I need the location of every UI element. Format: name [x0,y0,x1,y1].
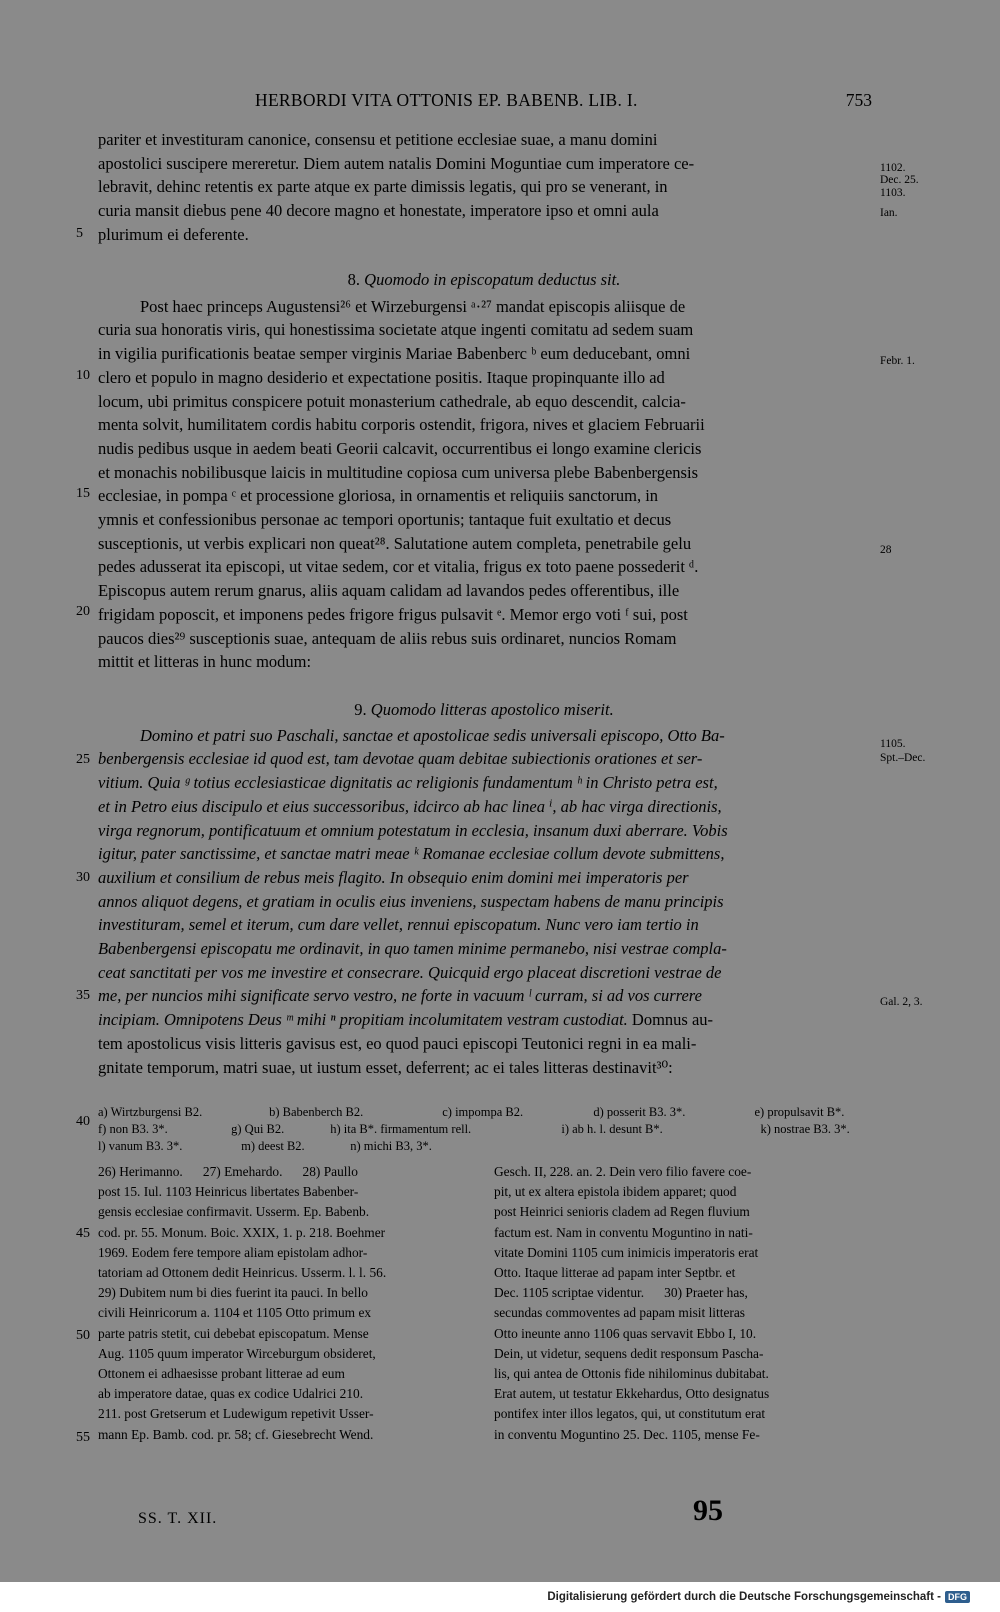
text-line: lebravit, dehinc retentis ex parte atque ex parte dimissis legatis, qui pro se venerant, in [98,177,668,197]
text-line: tem apostolicus visis litteris gavisus est, eo quod pauci episcopi Teutonici regni in ea mali- [98,1033,697,1053]
footnote-line: mann Ep. Bamb. cod. pr. 58; cf. Giesebrecht Wend. [98,1426,374,1442]
text-line: benbergensis ecclesiae id quod est, tam devotae quam debitae subiectionis orationes et ser- [98,749,703,769]
line-number: 30 [76,870,90,885]
variant-note: h) ita B*. firmamentum rell. [330,1122,472,1136]
margin-note-ref: 28 [880,544,892,556]
text-line: clero et populo in magno desiderio et expectatione positis. Itaque propinquante illo ad [98,367,665,387]
text-line: gnitate temporum, matri suae, ut iustum esset, deferrent; ac ei tales litteras destinavit³⁰: [98,1057,673,1077]
footnote-line: 26) Herimanno. 27) Emehardo. 28) Paullo [98,1164,358,1179]
credit-text: Digitalisierung gefördert durch die Deutsche Forschungsgemeinschaft - [547,1591,941,1603]
footnote-line: secundas commoventes ad papam misit litteras [494,1305,746,1321]
text-line: investituram, semel et iterum, cum dare vellet, rennui episcopatum. Nunc vero iam tertio in [98,915,699,935]
text-line: Post haec princeps Augustensi²⁶ et Wirzeburgensi ᵃ·²⁷ mandat episcopis aliisque de [140,296,686,316]
text-line: frigidam poposcit, et imponens pedes frigore frigus pulsavit ᵉ. Memor ergo voti ᶠ sui, post [98,604,688,624]
margin-date: 1105. [880,738,906,750]
footnote-line: tatoriam ad Ottonem dedit Heinricus. Usserm. l. l. 56. [98,1265,387,1281]
footnote-line: gensis ecclesiae confirmavit. Usserm. Ep. Babenb. [98,1204,370,1220]
letter-text [98,724,870,1008]
text-line: nudis pedibus usque in aedem beati Georii calcavit, occurrentibus ei longo examine clericis [98,438,702,458]
footnote-line: pit, ut ex altera epistola ibidem apparet; quod [494,1184,737,1200]
margin-date: Spt.–Dec. [880,752,926,764]
footnote-line: cod. pr. 55. Monum. Boic. XXIX, 1. p. 218. Boehmer [98,1224,386,1240]
text-line: igitur, pater sanctissime, et sanctae matri meae ᵏ Romanae ecclesiae collum devote submittens, [98,844,725,864]
section-heading [98,698,870,722]
sheet-number: 95 [693,1494,723,1527]
footnotes-right-column [494,1162,874,1445]
text-line: plurimum ei deferente. [98,224,249,244]
footnote-line: post Heinrici senioris cladem ad Regen fluvium [494,1204,750,1220]
footnote-line: Otto. Itaque litterae ad papam inter Septbr. et [494,1265,736,1281]
variant-note: d) posserit B3. 3*. [593,1105,686,1119]
line-number: 55 [76,1430,90,1445]
footnote-line: post 15. Iul. 1103 Heinricus libertates Babenber- [98,1184,359,1200]
text-line: annos aliquot degens, et gratiam in oculis eius inveniens, suspectam habens de manu principis [98,891,724,911]
section-title: Quomodo litteras apostolico miserit. [370,700,614,719]
footnote-line: lis, qui antea de Ottonis fide nihilominus dubitabat. [494,1366,769,1382]
line-number: 50 [76,1328,90,1343]
running-title: HERBORDI VITA OTTONIS EP. BABENB. LIB. I. [255,90,638,110]
line-number: 25 [76,752,90,767]
margin-date: 1103. [880,187,906,199]
variant-note: f) non B3. 3*. [98,1122,168,1136]
footnote-line: Gesch. II, 228. an. 2. Dein vero filio favere coe- [494,1164,752,1179]
text-line: ecclesiae, in pompa ᶜ et processione gloriosa, in ornamentis et reliquiis sanctorum, in [98,486,659,506]
variant-note: n) michi B3, 3*. [350,1139,432,1153]
footnote-line: Otto ineunte anno 1106 quas servavit Ebbo I, 10. [494,1325,757,1341]
section-number: 8. [347,270,361,289]
variant-row [98,1121,898,1138]
text-line-mixed [98,1008,870,1032]
footnote-line: Ottonem ei adhaesisse probant litterae ad eum [98,1366,345,1382]
text-line: apostolici suscipere mereretur. Diem autem natalis Domini Moguntiae cum imperatore ce- [98,153,695,173]
line-number: 20 [76,604,90,619]
page-number: 753 [845,90,872,110]
variant-note: b) Babenberch B2. [269,1105,364,1119]
text-line: et in Petro eius discipulo et eius successoribus, idcirco ab hac linea ⁱ, ab hac virga directionis, [98,796,722,816]
variant-note: e) propulsavit B*. [754,1105,845,1119]
line-number: 35 [76,988,90,1003]
footnote-line: pontifex inter illos legatos, qui, ut constitutum erat [494,1406,766,1422]
section-8 [98,268,870,674]
text-line: mittit et litteras in hunc modum: [98,652,312,672]
text-line: et monachis nobilibusque laicis in multitudine copiosa cum universa plebe Babenbergensis [98,462,698,482]
text-line: menta solvit, humilitatem cordis habitu corporis ostendit, frigora, nives et glaciem Februarii [98,415,705,435]
text-line: vitium. Quia ᵍ totius ecclesiasticae dignitatis ac religionis fundamentum ʰ in Christo petra est, [98,773,718,793]
line-number: 40 [76,1114,90,1129]
margin-date: Ian. [880,207,898,219]
variant-note: l) vanum B3. 3*. [98,1139,183,1153]
footnote-line: ab imperatore datae, quas ex codice Udalrici 210. [98,1386,364,1402]
volume-signature: SS. T. XII. [138,1510,218,1527]
variant-note: g) Qui B2. [231,1122,285,1136]
digitization-credit [547,1591,970,1603]
footnote-line: Aug. 1105 quum imperator Wirceburgum obsideret, [98,1345,376,1361]
variant-note: m) deest B2. [241,1139,305,1153]
line-number: 10 [76,368,90,383]
footnote-line: civili Heinricorum a. 1104 et 1105 Otto primum ex [98,1305,372,1321]
text-line: Babenbergensi episcopatu me ordinavit, in quo tamen minime permanebo, nisi vestrae compla- [98,939,727,959]
text-line: paucos dies²⁹ susceptionis suae, antequam de aliis rebus suis ordinaret, nuncios Romam [98,628,677,648]
text-line: in vigilia purificationis beatae semper virginis Mariae Babenberc ᵇ eum deducebant, omni [98,344,691,364]
section-heading [98,268,870,292]
text-line: Episcopus autem rerum gnarus, aliis aquam calidam ad lavandos pedes offerentibus, ille [98,581,680,601]
variant-note: k) nostrae B3. 3*. [760,1122,850,1136]
variant-apparatus [98,1104,898,1155]
running-header [0,90,1000,120]
variant-note: a) Wirtzburgensi B2. [98,1105,203,1119]
footnote-line: 211. post Gretserum et Ludewigum repetivit Usser- [98,1406,374,1422]
text-line: susceptionis, ut verbis explicari non queat²⁸. Salutatione autem completa, penetrabile gelu [98,533,692,553]
footnote-line: in conventu Moguntino 25. Dec. 1105, mense Fe- [494,1426,760,1442]
line-number: 45 [76,1226,90,1241]
margin-citation: Gal. 2, 3. [880,996,923,1008]
text-line: Domino et patri suo Paschali, sanctae et apostolicae sedis universali episcopo, Otto Ba- [140,725,725,745]
section-number: 9. [354,700,367,719]
text-line: curia sua honoratis viris, qui honestissima societate atque ingenti comitatu ad sedem suam [98,320,694,340]
margin-date: 1102. [880,162,906,174]
footnote-line: vitate Domini 1105 cum inimicis imperatoris erat [494,1244,759,1260]
line-number: 15 [76,486,90,501]
line-number: 5 [76,226,83,241]
footnote-line: parte patris stetit, cui debebat episcopatum. Mense [98,1325,369,1341]
section-9 [98,698,870,1079]
text-line: ceat sanctitati per vos me investire et consecrare. Quicquid ergo placeat discretioni vestrae de [98,962,722,982]
text-line: pariter et investituram canonice, consensu et petitione ecclesiae suae, a manu domini [98,130,658,149]
text-line: ymnis et confessionibus personae ac tempori oportunis; tantaque fuit exultatio et decus [98,510,672,530]
chapter-7-tail [98,128,870,247]
narrative-resume: Domnus au- [631,1010,714,1030]
margin-date: Febr. 1. [880,355,915,367]
margin-date: Dec. 25. [880,174,919,186]
variant-note: i) ab h. l. desunt B*. [561,1122,663,1136]
variant-row [98,1138,898,1155]
text-line: locum, ubi primitus conspicere potuit monasterium cathedrale, ab equo descendit, calcia- [98,391,686,411]
section-title: Quomodo in episcopatum deductus sit. [364,270,621,289]
letter-closing: incipiam. Omnipotens Deus ᵐ mihi ⁿ propitiam incolumitatem vestram custodiat. [98,1010,628,1030]
text-line: me, per nuncios mihi significate servo vestro, ne forte in vacuum ˡ curram, si ad vos currere [98,986,702,1006]
text-line: auxilium et consilium de rebus meis flagito. In obsequio enim domini mei imperatoris per [98,867,689,887]
text-line: virga regnorum, pontificatuum et omnium potestatum in ecclesia, insanum duxi aberrare. Vobis [98,820,728,840]
footnotes-left-column [98,1162,478,1445]
footnote-line: Dec. 1105 scriptae videntur. 30) Praeter has, [494,1285,748,1301]
footnote-line: 29) Dubitem num bi dies fuerint ita pauci. In bello [98,1285,368,1301]
text-line: curia mansit diebus pene 40 decore magno et honestate, imperatore ipso et omni aula [98,201,659,221]
footnote-line: 1969. Eodem fere tempore aliam epistolam adhor- [98,1244,368,1260]
variant-row [98,1104,898,1121]
footnote-line: factum est. Nam in conventu Moguntino in nati- [494,1224,753,1240]
footnote-line: Dein, ut videtur, sequens dedit responsum Pascha- [494,1345,764,1361]
footnote-line: Erat autem, ut testatur Ekkehardus, Otto designatus [494,1386,770,1402]
variant-note: c) impompa B2. [442,1105,524,1119]
dfg-logo-icon: DFG [945,1591,970,1603]
text-line: pedes adusserat ita episcopi, ut vitae sedem, cor et vitalia, frigus ex toto paene possederit ᵈ. [98,557,699,577]
